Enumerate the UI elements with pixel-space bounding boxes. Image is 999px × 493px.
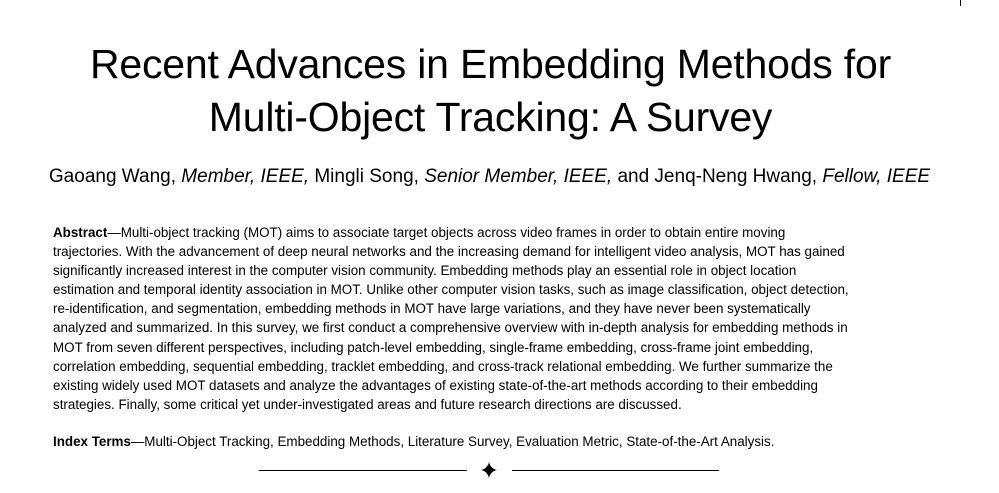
abstract-line: analyzed and summarized. In this survey, we first conduct a comprehensive overview with in-depth analysis for embedding methods in <box>53 320 848 336</box>
separator-line-right <box>512 470 719 471</box>
author-name: Mingli Song, <box>309 166 425 187</box>
abstract-text: —Multi-object tracking (MOT) aims to associate target objects across video frames in order to obtain entire moving <box>107 225 786 240</box>
title-line-2: Multi-Object Tracking: A Survey <box>208 94 773 140</box>
paper-title <box>0 38 981 144</box>
abstract-line: significantly increased interest in the computer vision community. Embedding methods play an essential role in object location <box>53 263 797 279</box>
author-role: Senior Member, IEEE, <box>424 166 613 187</box>
abstract-line: MOT from seven different perspectives, including patch-level embedding, single-frame embedding, cross-frame joint embedding, <box>53 339 814 355</box>
author-role: Member, IEEE, <box>181 166 310 187</box>
title-line-1: Recent Advances in Embedding Methods for <box>89 41 892 87</box>
abstract-line: estimation and temporal identity association in MOT. Unlike other computer vision tasks, such as image classification, object detection, <box>53 282 849 298</box>
abstract-line: strategies. Finally, some critical yet under-investigated areas and future research directions are discussed. <box>53 396 682 412</box>
author-name: Gaoang Wang, <box>48 166 182 187</box>
author-role: Fellow, IEEE <box>822 166 931 187</box>
abstract-line: re-identification, and segmentation, embedding methods in MOT have large variations, and they have never been systematically <box>53 301 811 317</box>
author-list <box>0 165 979 189</box>
index-terms-heading: Index Terms <box>53 434 131 449</box>
page-corner-mark <box>960 0 961 6</box>
separator-line-left <box>259 470 467 471</box>
index-terms-text: —Multi-Object Tracking, Embedding Methods, Literature Survey, Evaluation Metric, State-of-the-Art Analysis. <box>130 434 775 449</box>
diamond-icon <box>481 462 497 478</box>
author-name: and Jenq-Neng Hwang, <box>612 166 823 187</box>
abstract-line: existing widely used MOT datasets and analyze the advantages of existing state-of-the-art methods according to their embedding <box>53 377 818 393</box>
abstract <box>53 223 953 414</box>
abstract-line: correlation embedding, sequential embedding, tracklet embedding, and cross-track relational embedding. We further summarize the <box>53 358 833 374</box>
index-terms <box>53 432 953 451</box>
abstract-heading: Abstract <box>53 225 108 240</box>
abstract-line: trajectories. With the advancement of deep neural networks and the increasing demand for intelligent video analysis, MOT has gained <box>53 244 845 260</box>
abstract-line <box>53 223 953 242</box>
